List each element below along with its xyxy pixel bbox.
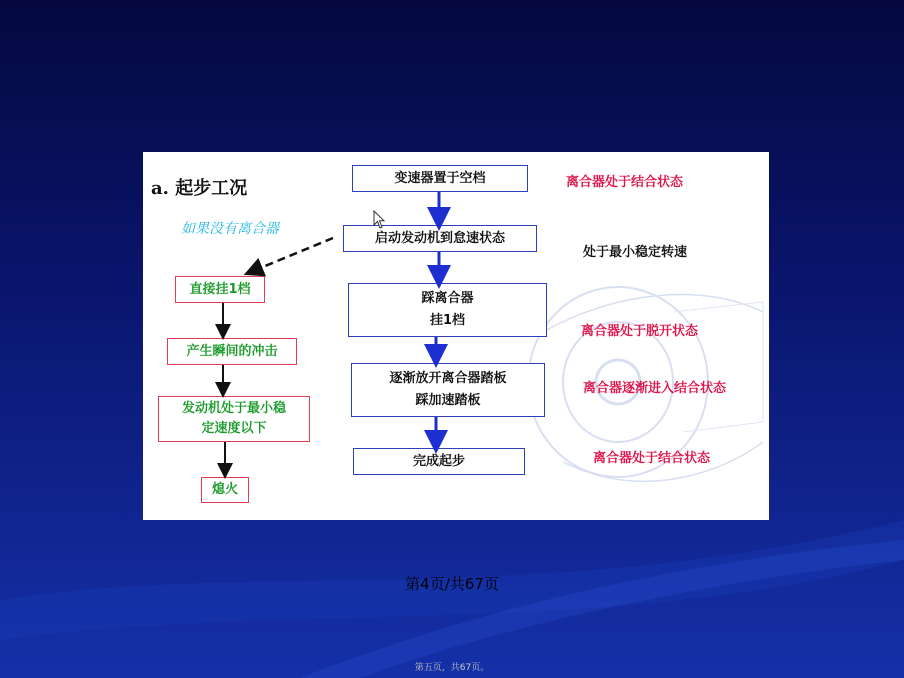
page-number: 第4页/共67页	[405, 575, 499, 593]
note-min-stable-speed: 处于最小稳定转速	[583, 245, 688, 260]
note-clutch-engaged-1: 离合器处于结合状态	[566, 175, 684, 190]
side-engine-below-min-line2: 定速度以下	[201, 421, 267, 436]
arrow-dashed-branch	[253, 238, 333, 271]
slide-title: a. 起步工况	[151, 178, 248, 199]
diagram-panel	[143, 152, 769, 520]
side-engine-below-min-line1: 发动机处于最小稳	[181, 401, 286, 416]
note-clutch-engaged-2: 离合器处于结合状态	[593, 451, 711, 466]
step-release-clutch-line1: 逐渐放开离合器踏板	[389, 371, 507, 386]
no-clutch-caption: 如果没有离合器	[181, 221, 279, 237]
side-shift-first-gear-label: 直接挂1档	[189, 281, 251, 297]
footer-page-note: 第五页，共67页。	[414, 663, 490, 673]
step-press-clutch-line2: 挂1档	[429, 313, 466, 328]
side-stall-label: 熄火	[211, 482, 238, 497]
step-start-engine-label: 启动发动机到怠速状态	[374, 230, 505, 246]
flow-arrows	[143, 152, 769, 520]
note-clutch-gradually-engaging: 离合器逐渐进入结合状态	[583, 381, 727, 396]
note-clutch-disengaged: 离合器处于脱开状态	[581, 324, 699, 339]
step-neutral-gear-label: 变速器置于空档	[394, 170, 486, 186]
step-press-clutch-line1: 踩离合器	[421, 291, 474, 306]
side-instant-impact-label: 产生瞬间的冲击	[186, 343, 278, 359]
step-complete-start-label: 完成起步	[412, 453, 465, 469]
step-release-clutch-line2: 踩加速踏板	[415, 393, 481, 408]
mouse-cursor-icon	[373, 210, 387, 230]
